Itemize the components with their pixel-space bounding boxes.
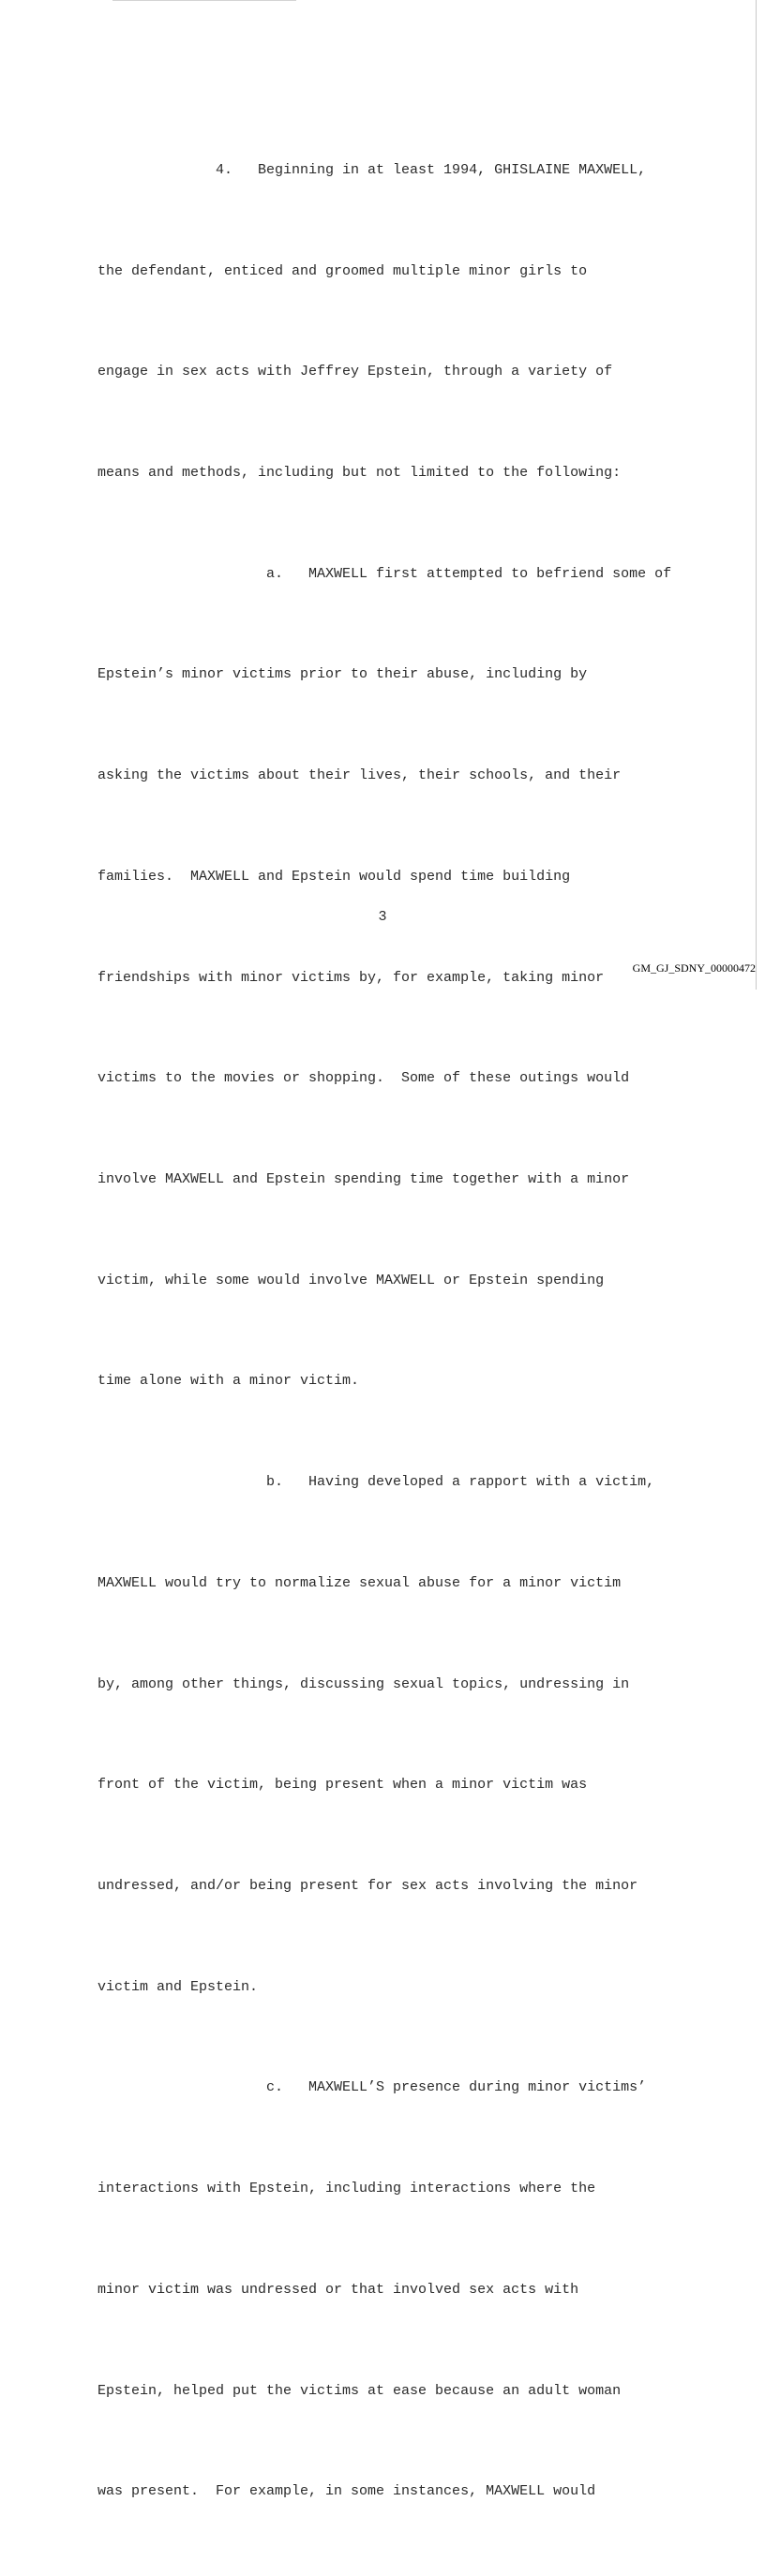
- text-line: undressed, and/or being present for sex acts involving the minor: [98, 1878, 638, 1895]
- text-line: involve MAXWELL and Epstein spending time together with a minor: [98, 1171, 630, 1187]
- text-line: time alone with a minor victim.: [98, 1373, 360, 1390]
- text-line: families. MAXWELL and Epstein would spend time building: [98, 868, 571, 885]
- scan-edge-right: [756, 0, 757, 990]
- text-line: victim, while some would involve MAXWELL or Epstein spending: [98, 1272, 605, 1288]
- text-line: victim and Epstein.: [98, 1978, 259, 1995]
- text-line: c. MAXWELL’S presence during minor victims’: [98, 2079, 647, 2096]
- text-line: the defendant, enticed and groomed multiple minor girls to: [98, 262, 588, 279]
- text-line: victims to the movies or shopping. Some of these outings would: [98, 1070, 630, 1087]
- page-number: 3: [378, 909, 387, 925]
- text-line: 4. Beginning in at least 1994, GHISLAINE MAXWELL,: [98, 161, 647, 178]
- text-line: front of the victim, being present when a minor victim was: [98, 1777, 588, 1794]
- text-line: engage in sex acts with Jeffrey Epstein, through a variety of: [98, 364, 613, 380]
- body-text: [98, 86, 679, 2576]
- text-line: Epstein’s minor victims prior to their abuse, including by: [98, 666, 588, 683]
- text-line: Epstein, helped put the victims at ease because an adult woman: [98, 2382, 622, 2399]
- text-line: minor victim was undressed or that involved sex acts with: [98, 2281, 579, 2298]
- text-line: b. Having developed a rapport with a victim,: [98, 1474, 655, 1491]
- text-line: a. MAXWELL first attempted to befriend some of: [98, 565, 672, 582]
- bates-number: GM_GJ_SDNY_00000472: [632, 961, 756, 975]
- text-line: means and methods, including but not limited to the following:: [98, 464, 622, 481]
- text-line: MAXWELL would try to normalize sexual abuse for a minor victim: [98, 1574, 622, 1591]
- scan-edge-top: [112, 0, 296, 1]
- text-line: interactions with Epstein, including interactions where the: [98, 2181, 596, 2197]
- text-line: by, among other things, discussing sexual topics, undressing in: [98, 1675, 630, 1692]
- text-line: asking the victims about their lives, their schools, and their: [98, 767, 622, 784]
- text-line: friendships with minor victims by, for example, taking minor: [98, 969, 605, 986]
- text-line: was present. For example, in some instances, MAXWELL would: [98, 2483, 596, 2500]
